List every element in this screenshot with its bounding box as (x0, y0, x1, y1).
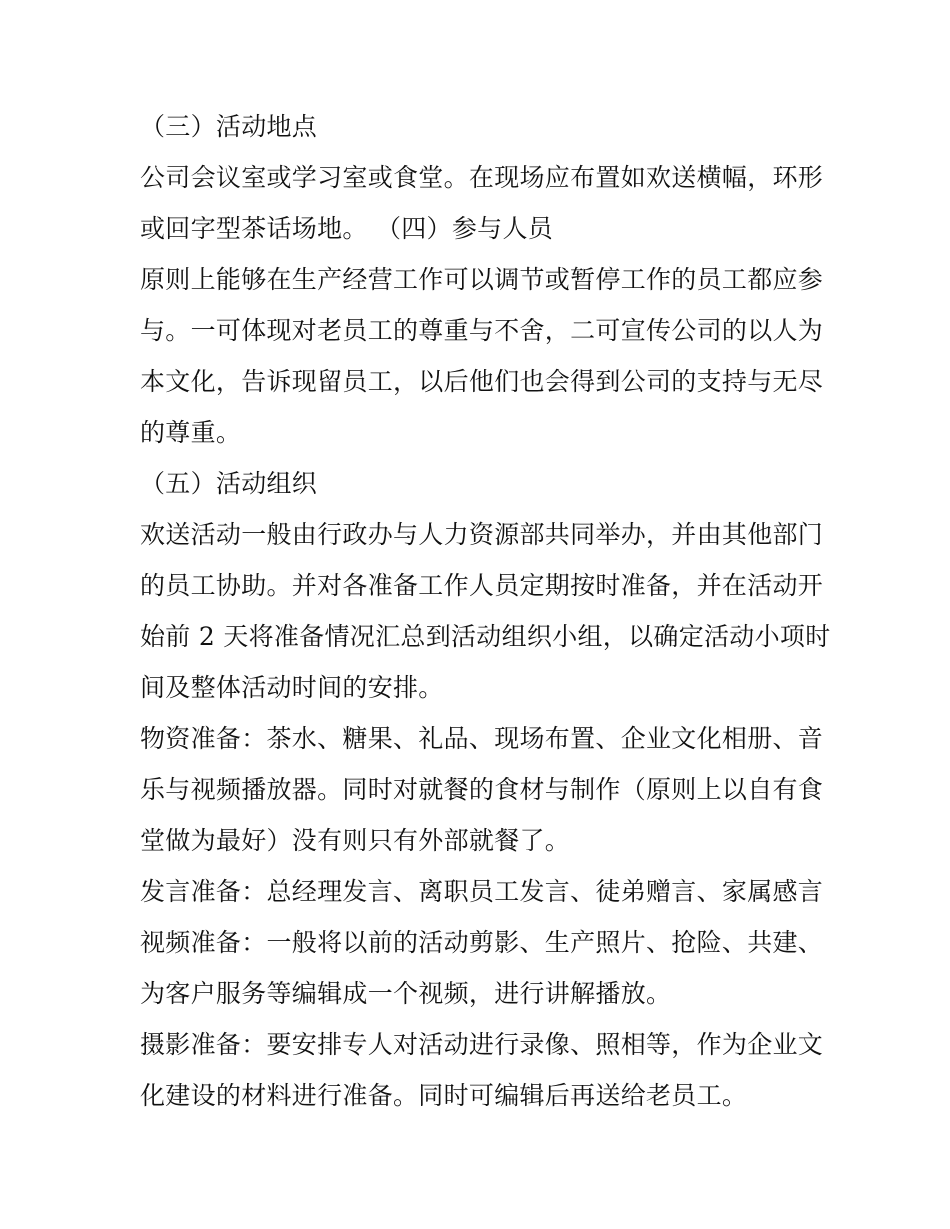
paragraph-line: 原则上能够在生产经营工作可以调节或暂停工作的员工都应参 (140, 265, 824, 294)
paragraph-line: 本文化，告诉现留员工，以后他们也会得到公司的支持与无尽 (140, 367, 824, 396)
paragraph-line: 的员工协助。并对各准备工作人员定期按时准备，并在活动开 (140, 571, 824, 600)
paragraph-line: 乐与视频播放器。同时对就餐的食材与制作（原则上以自有食 (140, 775, 824, 804)
paragraph-line: 的尊重。 (140, 418, 242, 447)
paragraph-line: 化建设的材料进行准备。同时可编辑后再送给老员工。 (140, 1081, 748, 1110)
paragraph-line: 物资准备：茶水、糖果、礼品、现场布置、企业文化相册、音 (140, 724, 824, 753)
paragraph-line: 堂做为最好）没有则只有外部就餐了。 (140, 826, 571, 855)
paragraph-line: 始前 2 天将准备情况汇总到活动组织小组，以确定活动小项时 (140, 622, 831, 651)
paragraph-line: 摄影准备：要安排专人对活动进行录像、照相等，作为企业文 (140, 1030, 824, 1059)
paragraph-line: 与。一可体现对老员工的尊重与不舍，二可宣传公司的以人为 (140, 316, 824, 345)
section-heading-organization: （五）活动组织 (140, 469, 318, 498)
paragraph-line: 为客户服务等编辑成一个视频，进行讲解播放。 (140, 979, 672, 1008)
paragraph-line: 公司会议室或学习室或食堂。在现场应布置如欢送横幅，环形 (140, 163, 824, 192)
paragraph-line: 间及整体活动时间的安排。 (140, 673, 444, 702)
paragraph-line: 欢送活动一般由行政办与人力资源部共同举办，并由其他部门 (140, 520, 824, 549)
paragraph-line: 或回字型茶话场地。 （四）参与人员 (140, 214, 554, 243)
section-heading-location: （三）活动地点 (140, 112, 318, 141)
paragraph-line: 发言准备：总经理发言、离职员工发言、徒弟赠言、家属感言 (140, 877, 824, 906)
paragraph-line: 视频准备：一般将以前的活动剪影、生产照片、抢险、共建、 (140, 928, 824, 957)
